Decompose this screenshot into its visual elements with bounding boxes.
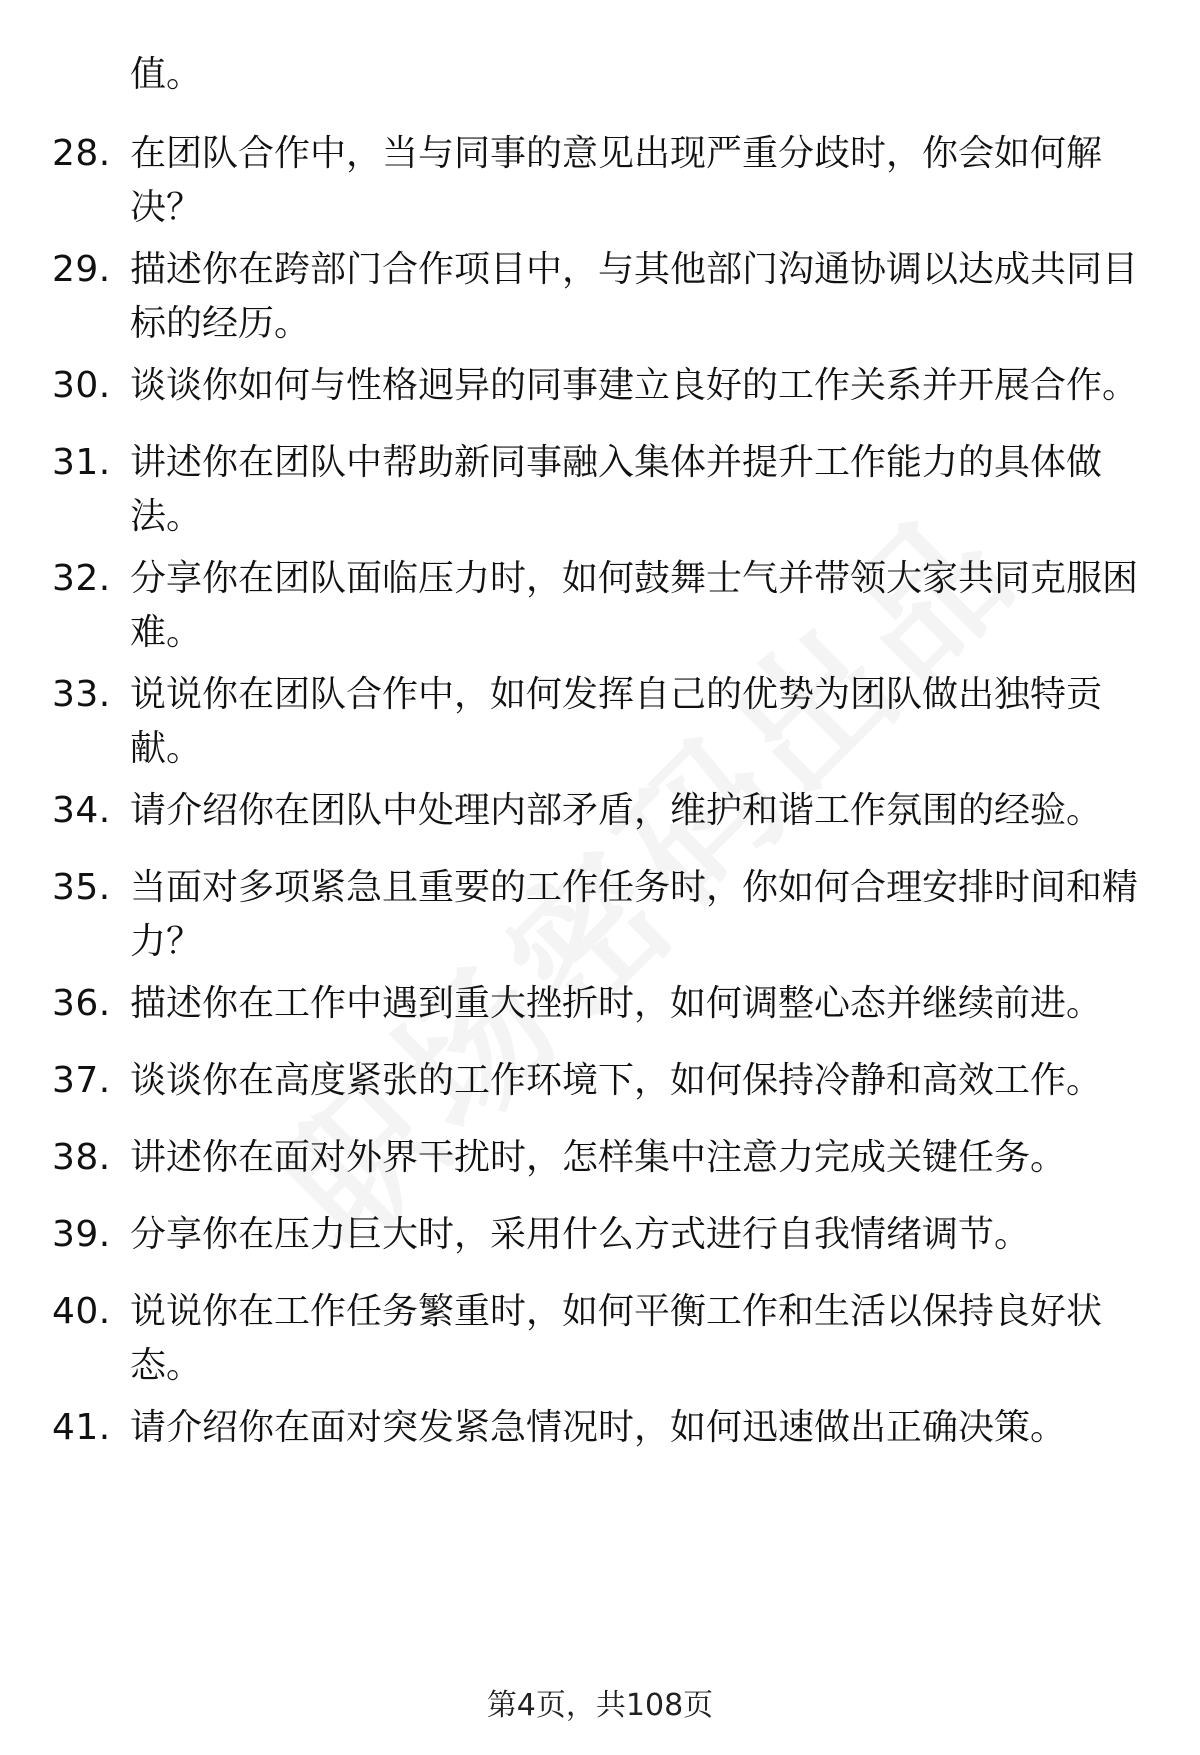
question-text: 请介绍你在面对突发紧急情况时，如何迅速做出正确决策。 [130, 1407, 1067, 1448]
question-number: 35. [52, 867, 111, 908]
question-number: 39. [52, 1214, 111, 1255]
question-text: 分享你在团队面临压力时，如何鼓舞士气并带领大家共同克服困难。 [130, 558, 1139, 653]
question-text: 请介绍你在团队中处理内部矛盾，维护和谐工作氛围的经验。 [130, 790, 1103, 831]
question-number: 38. [52, 1137, 111, 1178]
question-number: 32. [52, 558, 111, 599]
question-text: 描述你在工作中遇到重大挫折时，如何调整心态并继续前进。 [130, 983, 1103, 1024]
question-number: 33. [52, 674, 111, 715]
question-text: 描述你在跨部门合作项目中，与其他部门沟通协调以达成共同目标的经历。 [130, 249, 1139, 344]
continuation-text: 值。 [130, 54, 203, 95]
question-text: 讲述你在团队中帮助新同事融入集体并提升工作能力的具体做法。 [130, 442, 1103, 537]
question-number: 28. [52, 133, 111, 174]
question-text: 说说你在工作任务繁重时，如何平衡工作和生活以保持良好状态。 [130, 1291, 1103, 1386]
question-number: 30. [52, 365, 111, 406]
question-text: 在团队合作中，当与同事的意见出现严重分歧时，你会如何解决？ [130, 133, 1103, 228]
page-footer: 第4页，共108页 [486, 1688, 714, 1723]
question-number: 31. [52, 442, 111, 483]
question-text: 说说你在团队合作中，如何发挥自己的优势为团队做出独特贡献。 [130, 674, 1103, 769]
question-number: 36. [52, 983, 111, 1024]
question-text: 分享你在压力巨大时，采用什么方式进行自我情绪调节。 [130, 1214, 1031, 1255]
question-text: 讲述你在面对外界干扰时，怎样集中注意力完成关键任务。 [130, 1137, 1067, 1178]
question-number: 34. [52, 790, 111, 831]
question-number: 41. [52, 1407, 111, 1448]
question-number: 37. [52, 1060, 111, 1101]
question-number: 29. [52, 249, 111, 290]
question-text: 谈谈你如何与性格迥异的同事建立良好的工作关系并开展合作。 [130, 365, 1139, 406]
question-number: 40. [52, 1291, 111, 1332]
question-text: 谈谈你在高度紧张的工作环境下，如何保持冷静和高效工作。 [130, 1060, 1103, 1101]
question-text: 当面对多项紧急且重要的工作任务时，你如何合理安排时间和精力？ [130, 867, 1139, 962]
